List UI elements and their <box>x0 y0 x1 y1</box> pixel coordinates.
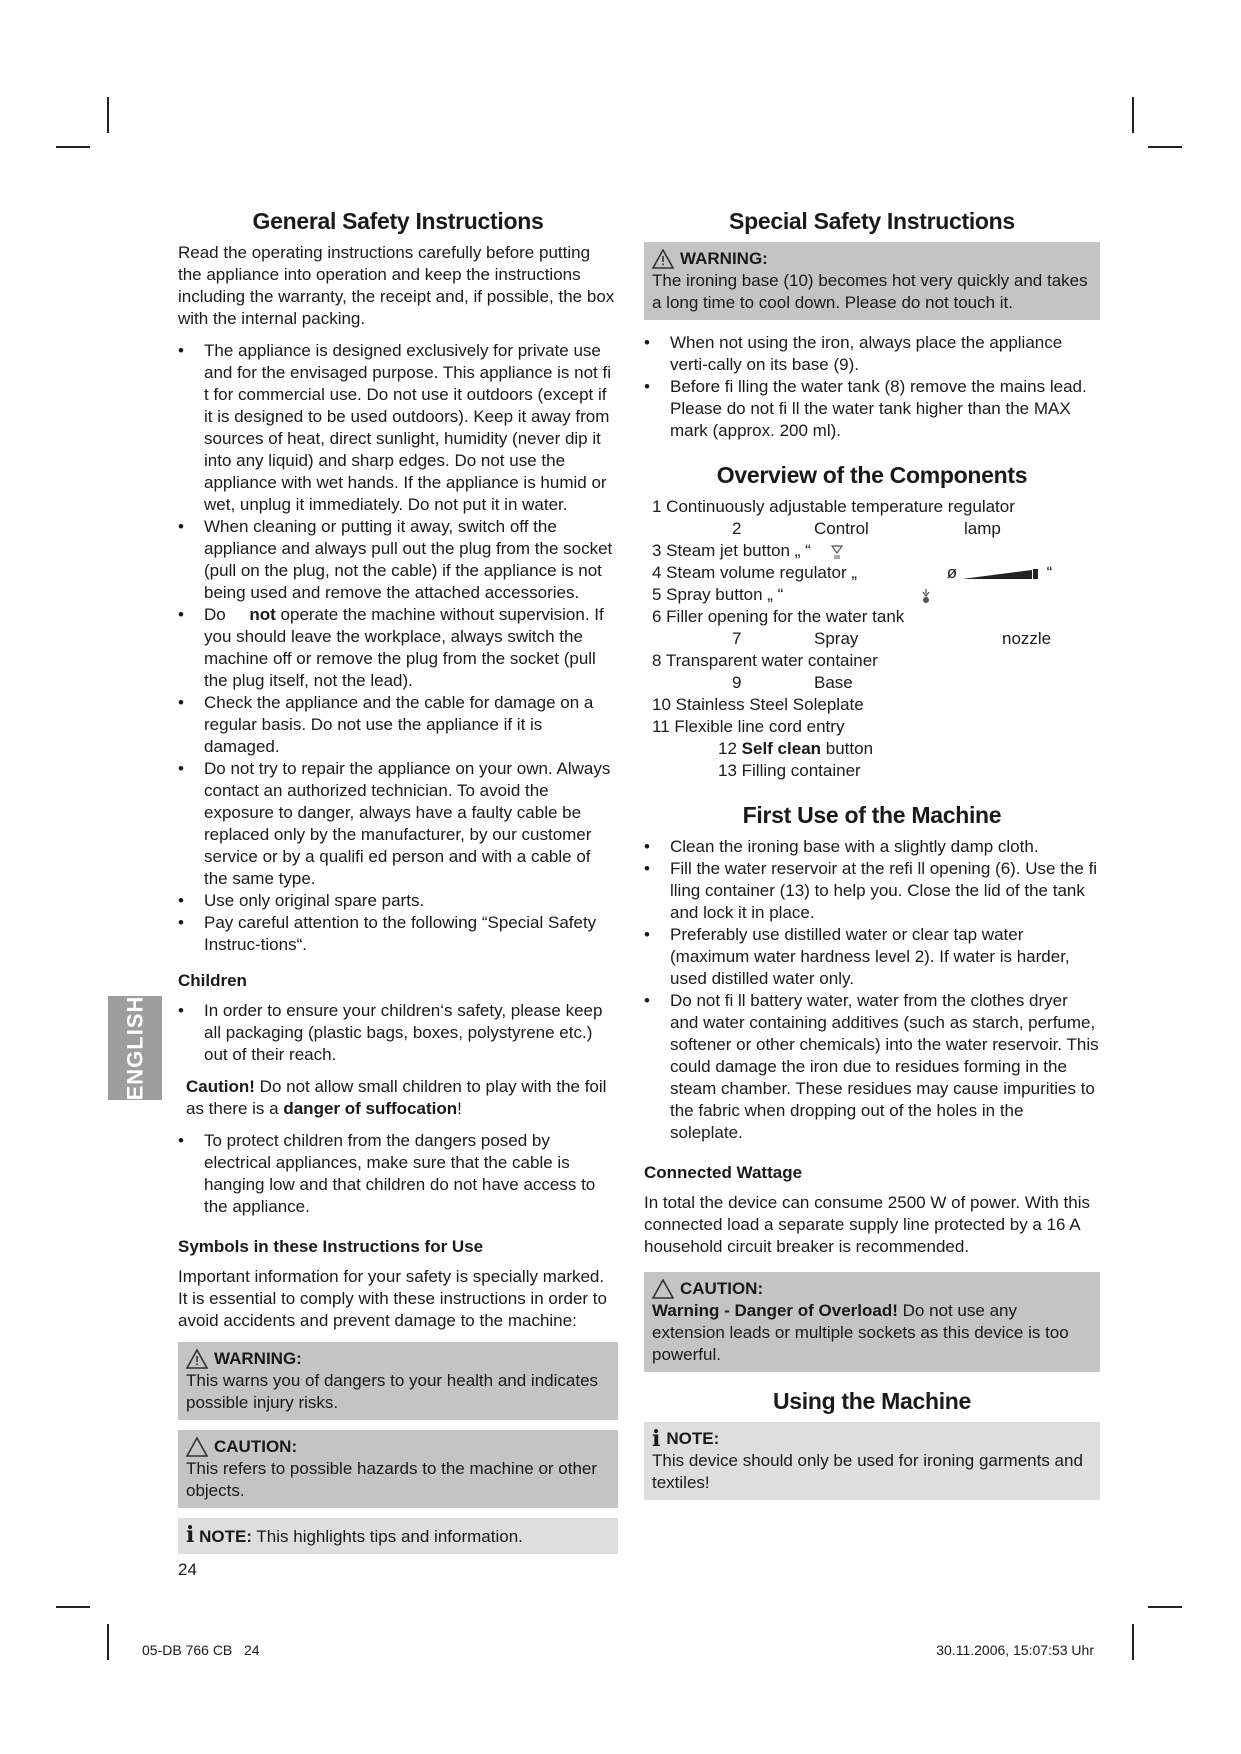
component-item: 6 Filler opening for the water tank <box>652 607 905 626</box>
component-number: 9 <box>732 673 742 692</box>
special-warning-box <box>644 242 1100 320</box>
component-word: Base <box>814 673 853 692</box>
crop-mark <box>1148 1606 1182 1608</box>
page-number: 24 <box>178 1560 197 1579</box>
info-icon: i <box>652 1426 661 1452</box>
not-word: not <box>249 605 276 624</box>
general-intro: Read the operating instructions carefully before putting the appliance into operation and keep the instructions including the warranty, the receipt and, if possible, the box with the internal packing. <box>178 243 615 328</box>
note-label: NOTE: <box>199 1527 252 1546</box>
language-tab <box>108 996 162 1100</box>
steam-volume-wedge-icon <box>962 568 1042 580</box>
special-list <box>644 332 1100 442</box>
caution-box <box>178 1430 618 1508</box>
warning-label: WARNING: <box>680 249 768 268</box>
spray-icon <box>920 588 932 604</box>
component-item <box>652 738 1100 760</box>
caution-triangle-icon <box>652 1279 674 1299</box>
note-text: This highlights tips and information. <box>256 1527 523 1546</box>
component-text: 5 Spray button „ “ <box>652 585 784 604</box>
overview-title: Overview of the Components <box>716 462 1028 488</box>
footer-timestamp: 30.11.2006, 15:07:53 Uhr <box>936 1642 1094 1658</box>
overload-bold: Warning - Danger of Overload! <box>652 1301 898 1320</box>
children-caution <box>178 1076 618 1120</box>
warning-text: The ironing base (10) becomes hot very quickly and takes a long time to cool down. Please do not touch it. <box>652 271 1088 312</box>
caution-triangle-icon <box>186 1437 208 1457</box>
components-list <box>644 496 1100 782</box>
wattage-heading: Connected Wattage <box>644 1163 803 1182</box>
component-item: 1 Continuously adjustable temperature regulator <box>652 497 1015 516</box>
general-safety-title: General Safety Instructions <box>252 208 544 234</box>
list-item <box>178 604 618 692</box>
component-item <box>652 672 1100 694</box>
quote-end: “ <box>1046 563 1053 582</box>
component-word: nozzle <box>1002 629 1052 648</box>
children-heading: Children <box>178 971 247 990</box>
note-text: This device should only be used for ironing garments and textiles! <box>652 1451 1083 1492</box>
component-item <box>652 584 1100 606</box>
crop-mark <box>56 146 90 148</box>
warning-triangle-icon <box>186 1349 208 1369</box>
list-item: • Check the appliance and the cable for damage on a regular basis. Do not use the appliance if it is damaged. <box>178 692 618 758</box>
overload-caution-box <box>644 1272 1100 1372</box>
list-item: • When cleaning or putting it away, switch off the appliance and always pull out the plug from the socket (pull on the plug, not the cable) if the appliance is not being used and remove the attached accessories. <box>178 516 618 604</box>
component-item <box>652 562 1100 584</box>
component-text: 4 Steam volume regulator „ <box>652 563 858 582</box>
component-item: 11 Flexible line cord entry <box>652 717 845 736</box>
list-item: • Preferably use distilled water or clear tap water (maximum water hardness level 2). If water is harder, used distilled water only. <box>644 924 1100 990</box>
steam-jet-icon <box>830 544 844 560</box>
caution-end: ! <box>457 1099 462 1118</box>
symbols-heading: Symbols in these Instructions for Use <box>178 1237 484 1256</box>
crop-mark <box>1132 97 1134 133</box>
overload-text: Do not use any extension leads or multiple sockets as this device is too powerful. <box>652 1301 1069 1364</box>
component-word: Control <box>814 519 869 538</box>
warning-triangle-icon <box>652 249 674 269</box>
note-box <box>178 1518 618 1554</box>
caution-label: CAUTION: <box>214 1437 298 1456</box>
component-item: 13 Filling container <box>718 761 861 780</box>
crop-mark <box>56 1606 90 1608</box>
component-bold: Self clean <box>741 739 822 758</box>
list-item: • Before fi lling the water tank (8) remove the mains lead. Please do not fi ll the water tank higher than the MAX mark (approx. 200 ml). <box>644 376 1100 442</box>
component-item: 8 Transparent water container <box>652 651 878 670</box>
warning-label: WARNING: <box>214 1349 302 1368</box>
list-item: • The appliance is designed exclusively for private use and for the envisaged purpose. This appliance is not fi t for commercial use. Do not use it outdoors (except if it is designed to be used outdoors). Keep it away from sources of heat, direct sunlight, humidity (never dip it into any liquid) and sharp edges. Do not use the appliance with wet hands. If the appliance is humid or wet, unplug it immediately. Do not put it in water. <box>178 340 618 516</box>
caution-bold: danger of suffocation <box>283 1099 458 1118</box>
list-item: • When not using the iron, always place the appliance verti-cally on its base (9). <box>644 332 1100 376</box>
component-item <box>652 628 1100 650</box>
component-word: Spray <box>814 629 859 648</box>
list-item: • Use only original spare parts. <box>178 890 618 912</box>
first-use-list <box>644 836 1100 1144</box>
list-item: • Clean the ironing base with a slightly damp cloth. <box>644 836 1100 858</box>
warning-text: This warns you of dangers to your health and indicates possible injury risks. <box>186 1371 599 1412</box>
caution-text: This refers to possible hazards to the machine or other objects. <box>186 1459 598 1500</box>
right-column <box>644 210 1100 1510</box>
component-word: lamp <box>964 519 1001 538</box>
general-list <box>178 340 618 956</box>
wattage-text: In total the device can consume 2500 W of power. With this connected load a separate supply line protected by a 16 A household circuit breaker is recommended. <box>644 1193 1091 1256</box>
note-label: NOTE: <box>666 1429 720 1448</box>
language-tab-label: ENGLISH <box>122 995 148 1101</box>
do-not-rest: operate the machine without supervision. If you should leave the workplace, always switch the machine off or remove the plug from the socket (pull the plug itself, not the lead). <box>204 605 604 690</box>
component-number: 12 <box>718 739 737 758</box>
component-text: 3 Steam jet button „ “ <box>652 541 811 560</box>
children-list-2 <box>178 1130 618 1218</box>
using-title: Using the Machine <box>772 1388 972 1414</box>
symbols-text: Important information for your safety is specially marked. It is essential to comply with these instructions in order to avoid accidents and prevent damage to the machine: <box>178 1267 607 1330</box>
component-number: 7 <box>732 629 742 648</box>
min-symbol: ø <box>946 563 958 582</box>
crop-mark <box>107 97 109 133</box>
do-word: Do <box>204 605 226 624</box>
list-item: • Do not try to repair the appliance on your own. Always contact an authorized technician. To avoid the exposure to danger, always have a faulty cable be replaced only by the manufacturer, by our customer service or by a qualifi ed person and with a cable of the same type. <box>178 758 618 890</box>
list-item: • To protect children from the dangers posed by electrical appliances, make sure that the cable is hanging low and that children do not have access to the appliance. <box>178 1130 618 1218</box>
caution-label: CAUTION: <box>680 1279 764 1298</box>
info-icon: i <box>186 1522 195 1548</box>
crop-mark <box>1132 1624 1134 1660</box>
list-item: • In order to ensure your children‘s safety, please keep all packaging (plastic bags, boxes, polystyrene etc.) out of their reach. <box>178 1000 618 1066</box>
special-safety-title: Special Safety Instructions <box>729 208 1015 234</box>
crop-mark <box>107 1624 109 1660</box>
list-item: • Fill the water reservoir at the refi ll opening (6). Use the fi lling container (13) to help you. Close the lid of the tank and lock it in place. <box>644 858 1100 924</box>
crop-mark <box>1148 146 1182 148</box>
caution-label: Caution! <box>186 1077 255 1096</box>
footer-doc-id: 05-DB 766 CB 24 <box>142 1642 260 1658</box>
component-number: 2 <box>732 519 742 538</box>
component-text: button <box>825 739 874 758</box>
component-item: 10 Stainless Steel Soleplate <box>652 695 864 714</box>
warning-box <box>178 1342 618 1420</box>
caution-text: Do not allow small children to play with the foil as there is a <box>186 1077 607 1118</box>
list-item: • Pay careful attention to the following “Special Safety Instruc-tions“. <box>178 912 618 956</box>
first-use-title: First Use of the Machine <box>742 802 1002 828</box>
left-column <box>178 210 618 1564</box>
component-item <box>652 518 1100 540</box>
caution-content <box>652 1300 1092 1366</box>
using-note-box <box>644 1422 1100 1500</box>
component-item <box>652 540 1100 562</box>
children-list <box>178 1000 618 1066</box>
list-item: • Do not fi ll battery water, water from the clothes dryer and water containing additives (such as starch, perfume, softener or other chemicals) into the water reservoir. This could damage the iron due to residues forming in the steam chamber. These residues may cause impurities to the fabric when dropping out of the holes in the soleplate. <box>644 990 1100 1144</box>
